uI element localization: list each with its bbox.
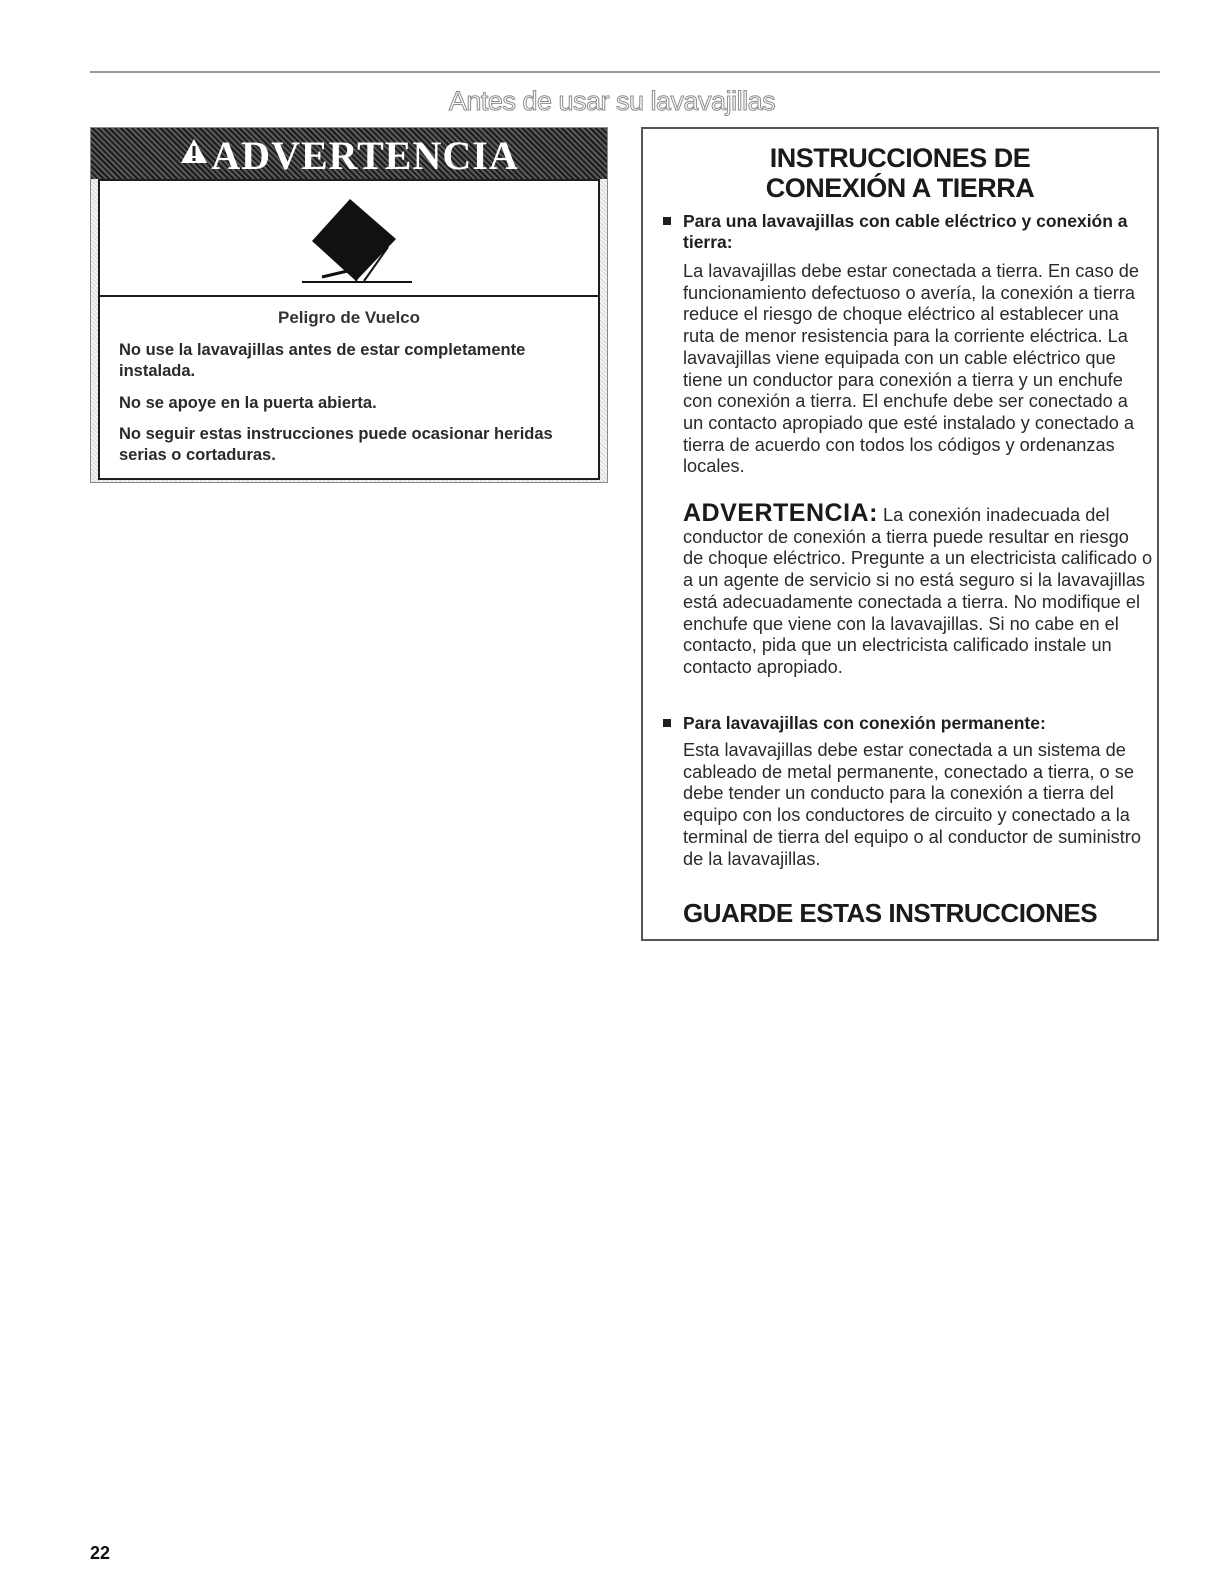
cord-body-paragraph: La lavavajillas debe estar conectada a tierra. En caso de funcionamiento defectuoso o avería, la conexión a tierra reduce el riesgo de choque eléctrico al establecer una ruta de menor resistencia para la corriente eléctrica. La lavavajillas viene equipada con un cable eléctrico que tiene un conductor para conexión a tierra y un enchufe con conexión a tierra. El enchufe debe ser conectado a un contacto apropiado que esté instalado y conectado a tierra de acuerdo con todos los códigos y ordenanzas locales. [683, 261, 1139, 477]
bullet-square-icon [663, 217, 671, 225]
save-instructions-footer: GUARDE ESTAS INSTRUCCIONES [683, 898, 1098, 928]
warning-banner-label: ADVERTENCIA [211, 133, 519, 178]
grounding-warning-paragraph [683, 499, 1153, 679]
pictogram-panel [98, 179, 600, 297]
warning-line: No use la lavavajillas antes de estar completamente instalada. [119, 341, 526, 380]
hazard-title: Peligro de Vuelco [277, 308, 421, 327]
warning-banner [91, 128, 607, 179]
page-number: 22 [90, 1543, 111, 1563]
bullet-square-icon [663, 719, 671, 727]
bullet-heading-permanent: Para lavavajillas con conexión permanente: [683, 713, 1143, 734]
permanent-body-paragraph: Esta lavavajillas debe estar conectada a un sistema de cableado de metal permanente, conectado a tierra, o se debe tender un conducto para la conexión a tierra del equipo con los conductores de circuito y conectado a la terminal de tierra del equipo o al conductor de suministro de la lavavajillas. [683, 740, 1141, 869]
header-rule [90, 71, 1160, 73]
warning-line: No seguir estas instrucciones puede ocasionar heridas serias o cortaduras. [119, 425, 553, 464]
warning-label: ADVERTENCIA: [683, 499, 878, 527]
warning-body: La conexión inadecuada del conductor de conexión a tierra puede resultar en riesgo de choque eléctrico. Pregunte a un electricista calificado o a un agente de servicio si no está seguro si la lavavajillas está adecuadamente conectada a tierra. No modifique el enchufe que viene con la lavavajillas. Si no cabe en el contacto, pida que un electricista calificado instale un contacto apropiado. [683, 505, 1153, 677]
grounding-title: INSTRUCCIONES DE CONEXIÓN A TIERRA [765, 143, 1035, 203]
section-title: Antes de usar su lavavajillas [448, 86, 776, 116]
warning-text-panel [98, 297, 600, 480]
grounding-instructions-box [641, 127, 1159, 941]
tip-over-hazard-icon [100, 181, 598, 295]
warning-box [90, 127, 608, 483]
warning-line: No se apoye en la puerta abierta. [119, 394, 377, 412]
bullet-heading-cord: Para una lavavajillas con cable eléctrico y conexión a tierra: [683, 211, 1143, 253]
warning-triangle-icon [179, 137, 209, 173]
